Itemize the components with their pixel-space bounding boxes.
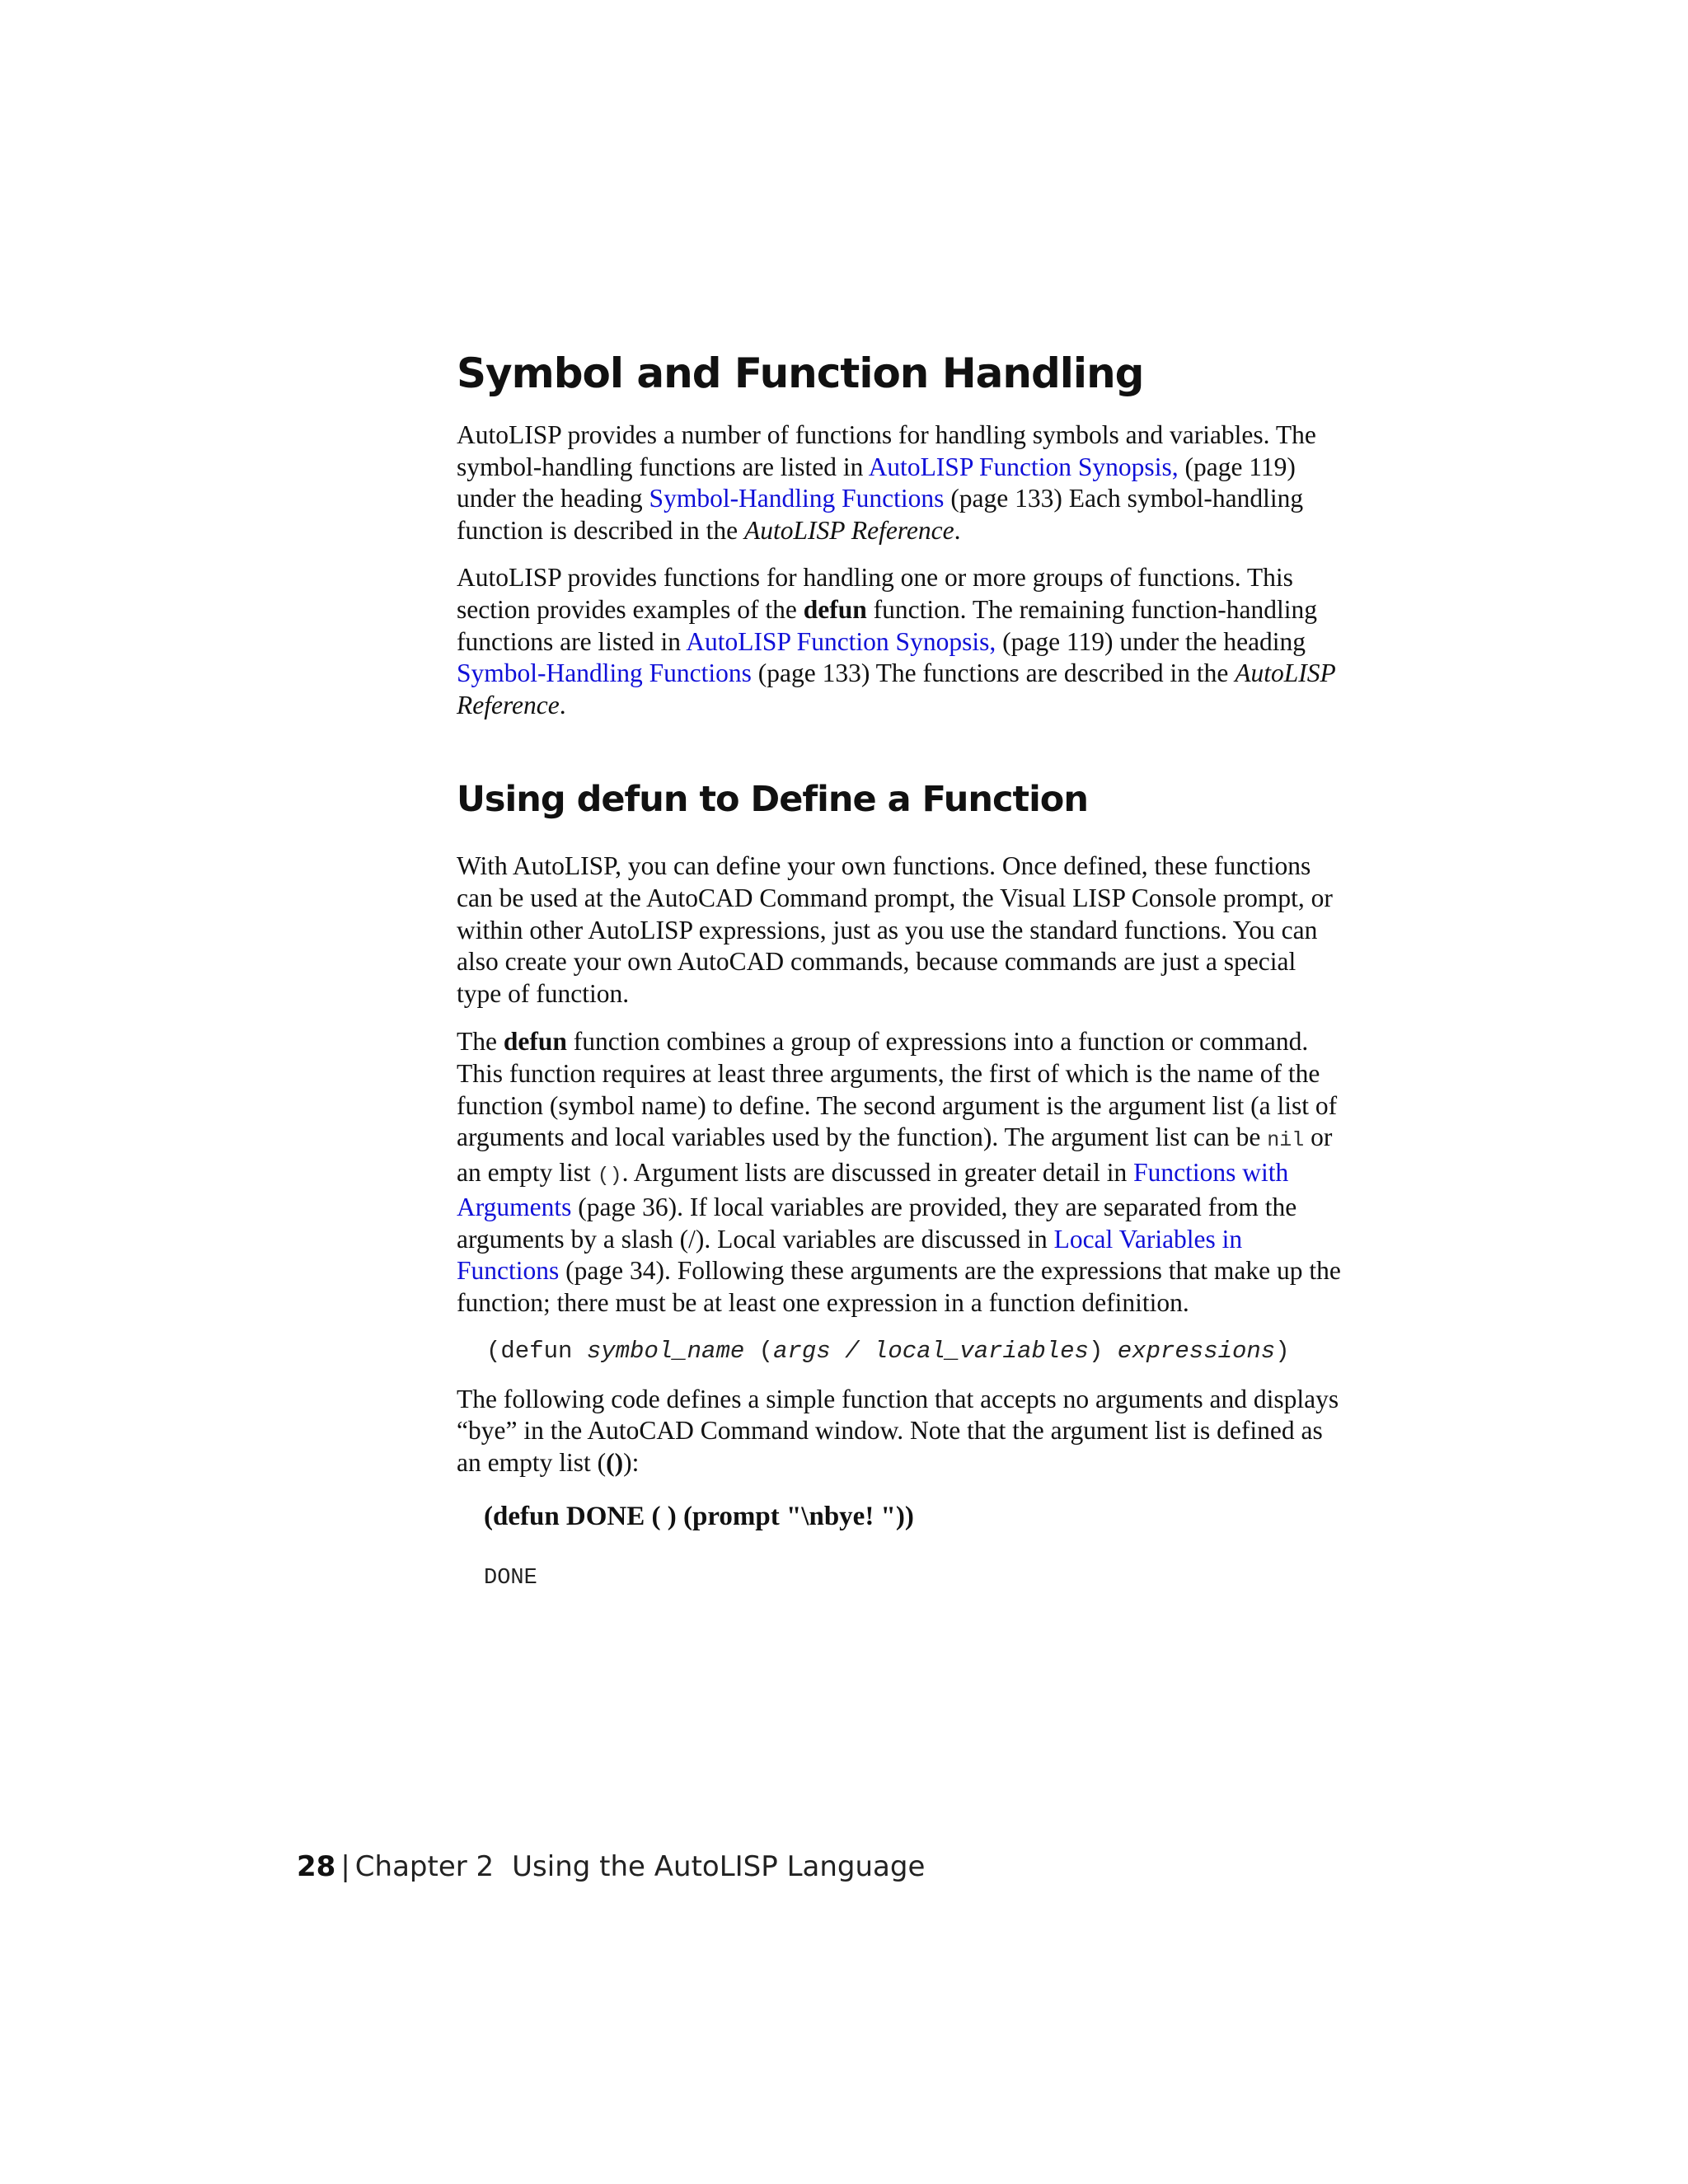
page-number: 28: [297, 1850, 336, 1883]
link-functions-with-arguments[interactable]: Functions with Arguments: [457, 1157, 1289, 1222]
link-symbol-handling-functions[interactable]: Symbol-Handling Functions: [649, 484, 945, 513]
page-content: [457, 344, 1347, 1593]
footer-separator: |: [340, 1850, 350, 1883]
chapter-label: Chapter 2: [354, 1850, 495, 1883]
code-example-done: (defun DONE ( ) (prompt "\nbye! ")): [484, 1502, 914, 1532]
paragraph-defun-arguments: The defun function combines a group of expressions into a function or command. This function requires at least three arguments, the first of which is the name of the function (symbol name) to define. The second argument is the argument list (a list of arguments and local variables used by the function). The argument list can be nil or an empty list (). Argument lists are discussed in greater detail in Functions with Arguments (page 36). If local variables are provided, they are separated from the arguments by a slash (/). Local variables are discussed in Local Variables in Functions (page 34). Following these arguments are the expressions that make up the function; there must be at least one expression in a function definition.: [457, 1027, 1341, 1318]
chapter-title: Using the AutoLISP Language: [512, 1850, 926, 1883]
defun-syntax: (defun symbol_name (args / local_variables) expressions): [486, 1337, 1290, 1365]
code-output-done: DONE: [484, 1566, 537, 1591]
page-footer: [297, 1846, 925, 1887]
paragraph-define-functions: With AutoLISP, you can define your own functions. Once defined, these functions can be used at the AutoCAD Command prompt, the Visual LISP Console prompt, or within other AutoLISP expressions, just as you use the standard functions. You can also create your own AutoCAD commands, because commands are just a special type of function.: [457, 851, 1333, 1008]
defun-keyword-2: defun: [503, 1027, 567, 1057]
autolisp-reference-title-2: AutoLISP Reference: [457, 658, 1336, 719]
section-heading-symbol-function-handling: Symbol and Function Handling: [457, 349, 1144, 397]
link-symbol-handling-functions-2[interactable]: Symbol-Handling Functions: [457, 658, 752, 688]
defun-keyword: defun: [803, 594, 867, 624]
paragraph-symbol-handling: AutoLISP provides a number of functions for handling symbols and variables. The symbol-handling functions are listed in AutoLISP Function Synopsis, (page 119) under the heading Symbol-Handling Functions (page 133) Each symbol-handling function is described in the AutoLISP Reference.: [457, 420, 1316, 545]
autolisp-reference-title: AutoLISP Reference: [744, 515, 954, 545]
paragraph-function-handling: AutoLISP provides functions for handling one or more groups of functions. This section provides examples of the defun function. The remaining function-handling functions are listed in AutoLISP Function Synopsis, (page 119) under the heading Symbol-Handling Functions (page 133) The functions are described in the AutoLISP Reference.: [457, 563, 1336, 719]
empty-list-bold: (): [606, 1447, 624, 1477]
link-autolisp-function-synopsis-2[interactable]: AutoLISP Function Synopsis,: [686, 626, 996, 656]
nil-code: nil: [1267, 1128, 1305, 1153]
section-heading-using-defun: Using defun to Define a Function: [457, 779, 1088, 821]
link-autolisp-function-synopsis[interactable]: AutoLISP Function Synopsis,: [868, 452, 1179, 481]
paragraph-simple-function: The following code defines a simple function that accepts no arguments and displays “bye” in the AutoCAD Command window. Note that the argument list is defined as an empty list (()):: [457, 1384, 1339, 1477]
link-local-variables-in-functions[interactable]: Local Variables in Functions: [457, 1224, 1243, 1286]
empty-list-code: (): [597, 1163, 622, 1188]
